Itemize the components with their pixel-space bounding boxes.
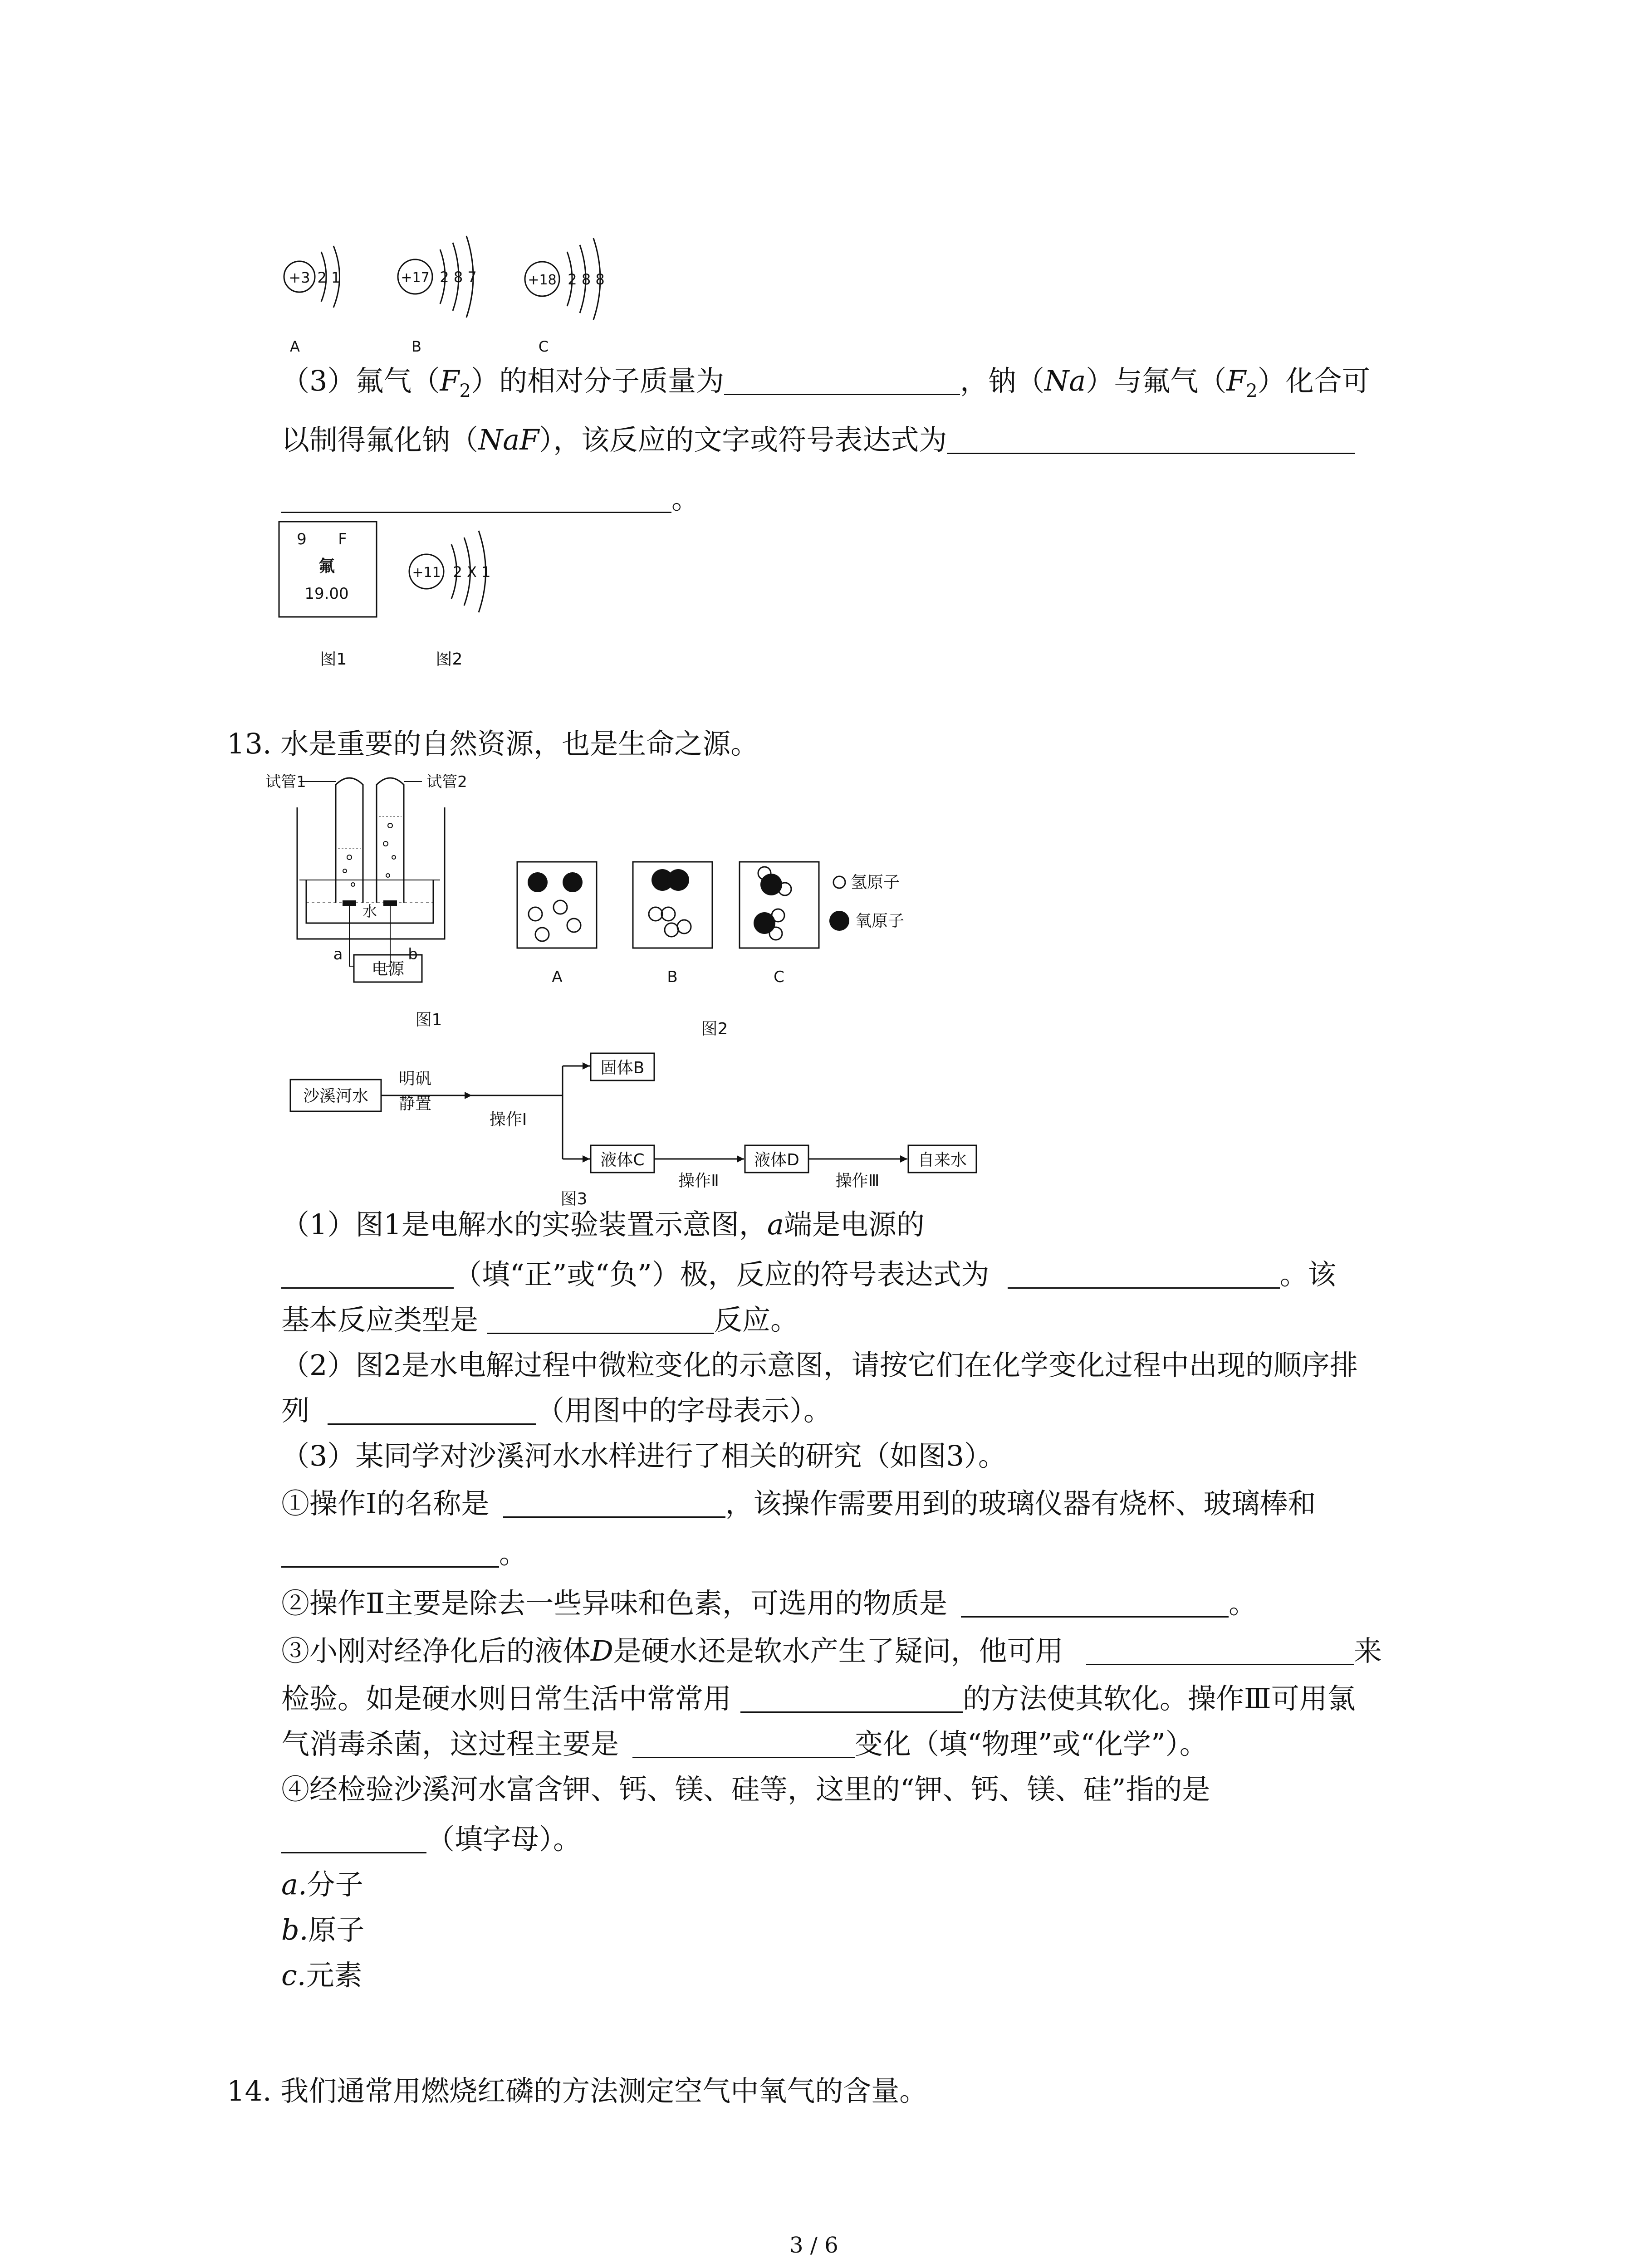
atom-b (398, 236, 477, 355)
sodium-shells: 2 X 1 (453, 563, 491, 581)
element-mass: 19.00 (304, 585, 349, 603)
tube1-label: 试管1 (265, 773, 306, 791)
atom-c-shells: 2 8 8 (568, 271, 605, 288)
q13-sub2: ②操作Ⅱ主要是除去一些异味和色素，可选用的物质是 。 (281, 1587, 1257, 1620)
atom-b-shells: 2 8 7 (440, 269, 477, 286)
option-a[interactable]: a.分子 (281, 1868, 363, 1901)
hydrogen-atom-legend: 氢原子 (851, 873, 900, 892)
liquid-c-label: 液体C (600, 1151, 645, 1169)
atom-structure-figure (272, 218, 635, 363)
figure-1-caption: 图1 (320, 650, 347, 669)
sodium-nucleus: +11 (412, 565, 441, 581)
particle-box-a (517, 862, 597, 986)
element-name: 氟 (318, 557, 335, 576)
option-b[interactable]: b.原子 (281, 1913, 365, 1946)
answer-blank-electrolysis-expression[interactable] (1008, 1260, 1280, 1289)
fluorine-figure (277, 517, 531, 680)
particle-box-c-label: C (774, 968, 784, 986)
option-c[interactable]: c.元素 (281, 1959, 362, 1992)
q13-sub4-line2: （填字母）。 (281, 1821, 581, 1857)
q13-part3-intro: （3）某同学对沙溪河水水样进行了相关的研究（如图3）。 (281, 1439, 1006, 1472)
q13-sub3-line3: 气消毒杀菌，这过程主要是 变化（填“物理”或“化学”）。 (281, 1727, 1208, 1760)
q13-part2-line2: 列 （用图中的字母表示）。 (281, 1394, 832, 1427)
solid-b-label: 固体B (600, 1059, 645, 1077)
q12-part3-line3: 。 (281, 481, 700, 517)
atom-c-label: C (538, 338, 549, 355)
settle-label: 静置 (398, 1095, 432, 1113)
q13-part1-line1: （1）图1是电解水的实验装置示意图，a端是电源的 (281, 1208, 925, 1241)
element-number: 9 (297, 530, 307, 548)
tube2-label: 试管2 (426, 773, 467, 791)
oxygen-atom-legend-icon (829, 911, 849, 931)
electrode-a-label: a (333, 945, 343, 963)
atom-b-nucleus: +17 (401, 270, 430, 286)
liquid-d-label: 液体D (754, 1151, 799, 1169)
operation-2-label: 操作Ⅱ (678, 1172, 719, 1190)
particle-box-a-label: A (552, 968, 563, 986)
answer-blank-molar-mass[interactable] (724, 367, 960, 395)
river-water-label: 沙溪河水 (303, 1087, 369, 1105)
answer-blank-decolorizer[interactable] (961, 1589, 1229, 1618)
electrode-b-label: b (408, 945, 418, 963)
water-label: 水 (362, 903, 377, 920)
answer-blank-electrode[interactable] (281, 1260, 454, 1289)
answer-blank-reaction-expression-cont[interactable] (281, 484, 671, 513)
atom-a-label: A (290, 338, 300, 355)
alum-label: 明矾 (398, 1070, 432, 1088)
q14-title: 14. 我们通常用燃烧红磷的方法测定空气中氧气的含量。 (227, 2074, 928, 2107)
answer-blank-order[interactable] (328, 1396, 536, 1425)
atom-a (284, 246, 340, 355)
atom-c (525, 238, 605, 355)
answer-blank-change-type[interactable] (632, 1730, 855, 1758)
figure-3-caption: 图3 (560, 1190, 588, 1208)
power-source-label: 电源 (371, 960, 405, 978)
tap-water-label: 自来水 (917, 1151, 967, 1169)
q12-part3-line1: （3）氟气$(F_2)$的相对分子质量为 ，钠（Na）与氟气$(F_2)$化合可 (281, 364, 1370, 401)
oxygen-atom-legend: 氧原子 (855, 912, 905, 930)
particle-change-figure (517, 862, 962, 1038)
answer-blank-operation-1[interactable] (503, 1489, 725, 1518)
answer-blank-glassware[interactable] (281, 1539, 499, 1568)
figure-1-caption: 图1 (415, 1011, 442, 1029)
atom-a-nucleus: +3 (289, 269, 310, 286)
figure-2-caption: 图2 (436, 650, 463, 669)
particle-box-b-label: B (667, 968, 678, 986)
q13-sub3-line1: ③小刚对经净化后的液体D是硬水还是软水产生了疑问，他可用 来 (281, 1634, 1382, 1667)
answer-blank-element-choice[interactable] (281, 1825, 426, 1853)
hydrogen-atom-legend-icon (833, 876, 845, 888)
atom-a-shells: 2 1 (317, 269, 341, 286)
element-symbol: F (338, 530, 347, 548)
q13-sub3-line2: 检验。如是硬水则日常生活中常常用 的方法使其软化。操作Ⅲ可用氯 (281, 1682, 1356, 1715)
answer-blank-reaction-type[interactable] (487, 1305, 714, 1334)
answer-blank-reaction-expression[interactable] (947, 425, 1355, 454)
atom-c-nucleus: +18 (528, 272, 557, 288)
particle-box-c (740, 862, 819, 986)
q13-part1-line3: 基本反应类型是 反应。 (281, 1303, 799, 1336)
operation-3-label: 操作Ⅲ (835, 1172, 880, 1190)
particle-box-b (633, 862, 712, 986)
answer-blank-hardness-test[interactable] (1086, 1637, 1354, 1665)
answer-blank-softening[interactable] (740, 1684, 963, 1713)
q12-part3-line2: 以制得氟化钠（NaF），该反应的文字或符号表达式为 (281, 422, 1355, 458)
water-purification-flowchart (272, 1057, 998, 1207)
operation-1-label: 操作Ⅰ (489, 1110, 527, 1129)
q13-sub4-line1: ④经检验沙溪河水富含钾、钙、镁、硅等，这里的“钾、钙、镁、硅”指的是 (281, 1773, 1210, 1806)
q13-sub1-line1: ①操作Ⅰ的名称是 ，该操作需要用到的玻璃仪器有烧杯、玻璃棒和 (281, 1487, 1316, 1520)
atom-b-label: B (411, 338, 421, 355)
electrolysis-apparatus-figure (265, 767, 499, 1029)
page-number: 3 / 6 (789, 2233, 838, 2258)
q13-sub1-line2: 。 (281, 1535, 527, 1572)
figure-2-caption: 图2 (701, 1020, 728, 1038)
q13-part1-line2: （填“正”或“负”）极，反应的符号表达式为 。该 (281, 1256, 1336, 1293)
q13-title: 13. 水是重要的自然资源，也是生命之源。 (227, 727, 759, 760)
q13-part2-line1: （2）图2是水电解过程中微粒变化的示意图，请按它们在化学变化过程中出现的顺序排 (281, 1349, 1358, 1382)
